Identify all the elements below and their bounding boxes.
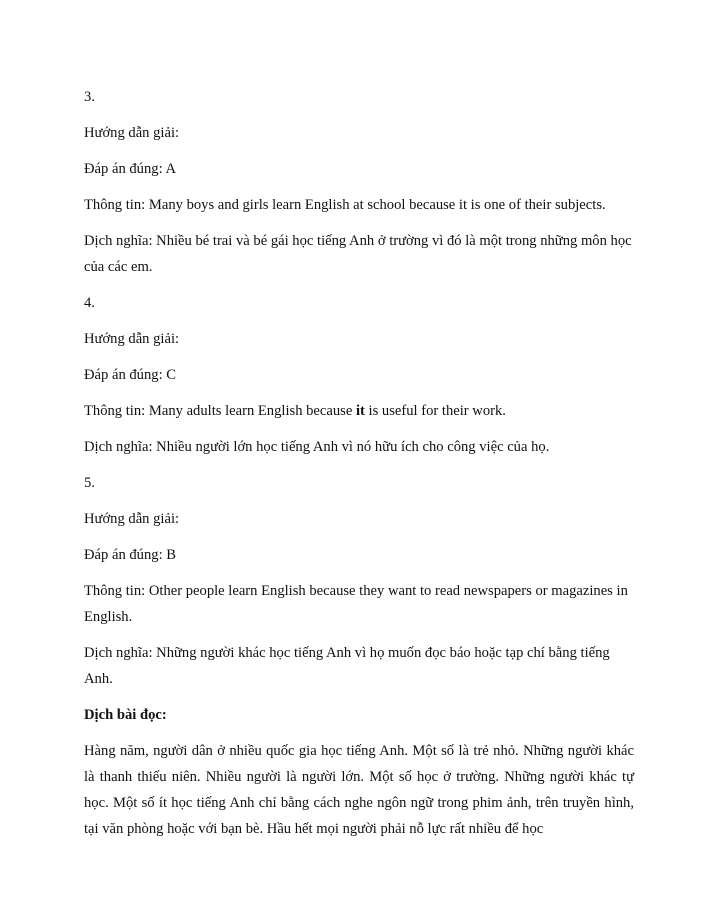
correct-answer-label: Đáp án đúng: [84,161,166,177]
info-text: Other people learn English because they want to read newspapers or magazines in English. [84,583,628,625]
reading-translation-heading: Dịch bài đọc: [84,707,167,723]
correct-answer-value: C [166,367,177,383]
correct-answer-label: Đáp án đúng: [84,547,167,563]
info-label: Thông tin: [84,583,149,599]
correct-answer-value: B [166,547,177,563]
translation-line [84,640,634,692]
solution-guide-label: Hướng dẫn giải: [84,511,180,527]
translation-text: Những người khác học tiếng Anh vì họ muốn đọc báo hoặc tạp chí bằng tiếng Anh. [84,645,610,687]
reading-translation-text: Hàng năm, người dân ở nhiều quốc gia học tiếng Anh. Một số là trẻ nhỏ. Những người khác là thanh thiếu niên. Nhiều người là người lớn. Một số học ở trường. Những người khác tự học. Một số ít học tiếng Anh chỉ bằng cách nghe ngôn ngữ trong phim ảnh, trên truyền hình, tại văn phòng hoặc với bạn bè. Hầu hết mọi người phải nỗ lực rất nhiều để học [84,743,634,837]
translation-label: Dịch nghĩa: [84,439,157,455]
translation-line [84,228,634,280]
translation-text: Nhiều người lớn học tiếng Anh vì nó hữu ích cho công việc của họ. [156,439,550,455]
translation-text: Nhiều bé trai và bé gái học tiếng Anh ở trường vì đó là một trong những môn học của các em. [84,233,632,275]
question-number: 4. [84,295,95,311]
question-number: 5. [84,475,95,491]
solution-guide-label: Hướng dẫn giải: [84,125,180,141]
translation-line [84,434,634,460]
correct-answer-line [84,362,634,388]
info-line [84,192,634,218]
translation-label: Dịch nghĩa: [84,645,157,661]
question-number: 3. [84,89,95,105]
translation-label: Dịch nghĩa: [84,233,157,249]
solution-guide-label: Hướng dẫn giải: [84,331,180,347]
info-label: Thông tin: [84,197,149,213]
correct-answer-line [84,542,634,568]
info-text: Many boys and girls learn English at school because it is one of their subjects. [148,197,606,213]
info-text-after: is useful for their work. [364,403,506,419]
info-text-emphasis: it [355,403,365,419]
info-label: Thông tin: [84,403,149,419]
correct-answer-line [84,156,634,182]
info-text-before: Many adults learn English because [148,403,356,419]
document-page [84,84,634,842]
info-line [84,398,634,424]
info-line [84,578,634,630]
correct-answer-label: Đáp án đúng: [84,367,167,383]
correct-answer-value: A [165,161,177,177]
